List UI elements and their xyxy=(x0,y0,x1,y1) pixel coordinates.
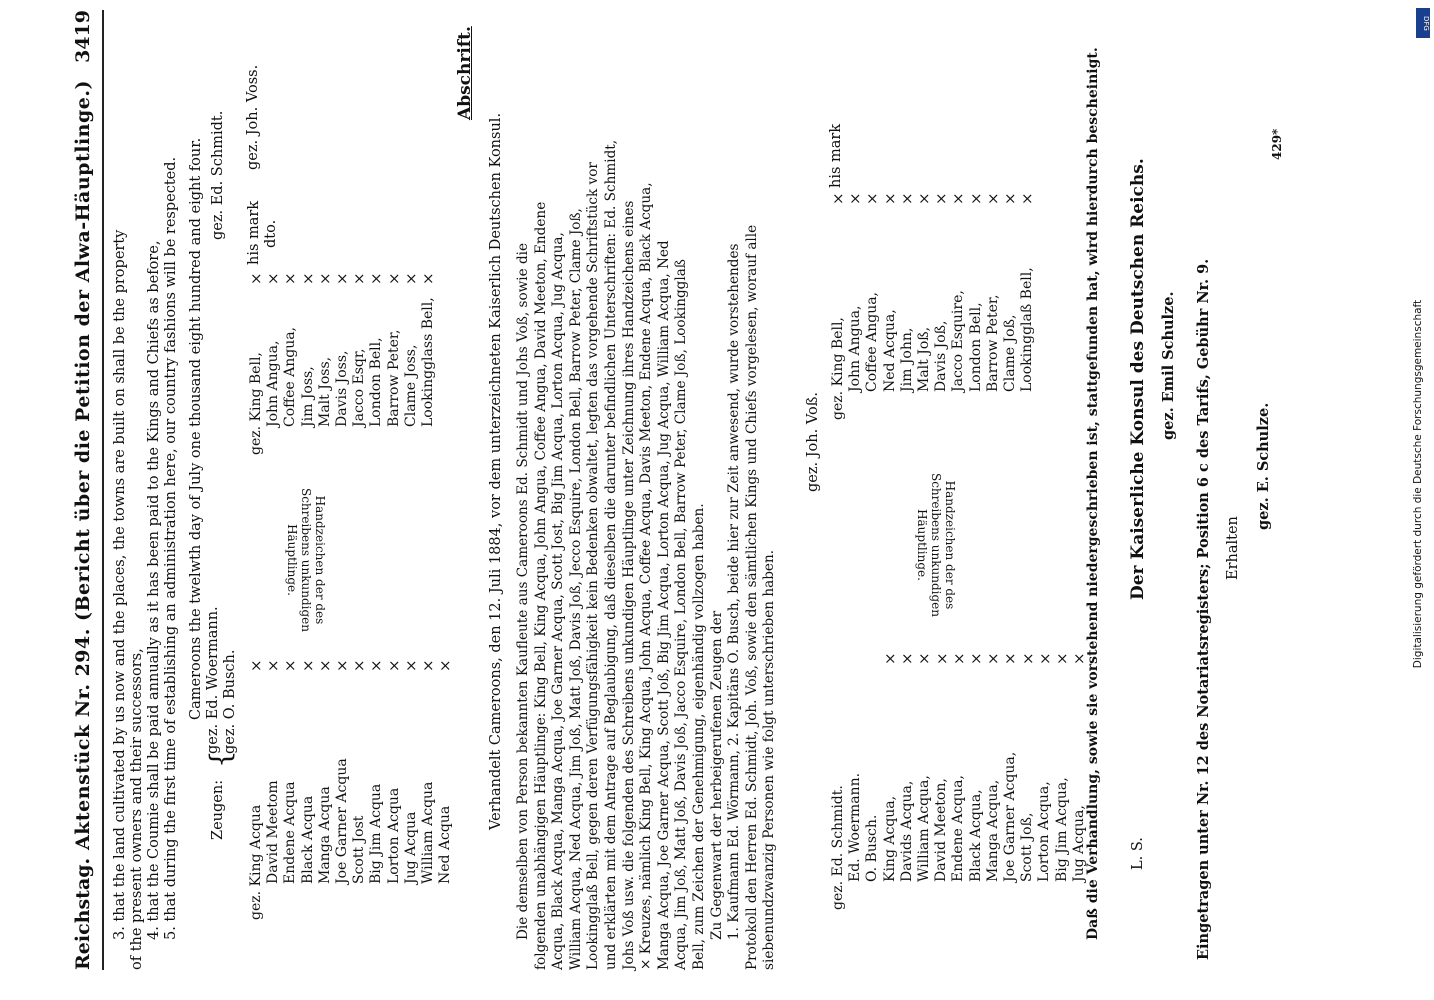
para-line: Bell, zum Zeichen der Genehmigung, eigenhändig vollzogen haben. xyxy=(690,503,707,970)
verhandelt-line: Verhandelt Cameroons, den 12. Juli 1884, vor dem unterzeichneten Kaiserlich Deutschen Konsul. xyxy=(488,112,504,830)
para-line: Lookingglaß Bell, gegen deren Verfügungsfähigkeit kein Bedenken obwaltet, legten das vorgehende Schriftstück vor xyxy=(585,162,602,970)
para-line: William Acqua, Ned Acqua, Jim Joß, Matt Joß, Davis Joß, Jecco Esquire, London Bell, Barrow Peter, Clame Joß, xyxy=(567,208,584,970)
list-item: Black Acqua, xyxy=(967,789,984,882)
dfg-logo-icon: DFG xyxy=(1416,8,1430,38)
list-item: Endene Acqua xyxy=(282,781,299,884)
list-item: John Angua, xyxy=(265,340,282,427)
chiefs-right-list xyxy=(248,297,437,455)
para-line: folgenden unabhängigen Häuptlinge: King Bell, King Acqua, John Angua, Coffee Angua, David Meeton, Endene xyxy=(532,201,549,970)
cross-marks-lower-right: × × × × × × × × × × × × xyxy=(829,192,1037,205)
witnesses-label: Zeugen: xyxy=(210,779,226,840)
page-header xyxy=(68,10,104,970)
cross-marks-left: × × × × × × × × × × × × xyxy=(247,659,455,672)
list-item: Lookingglaß Bell, xyxy=(1019,267,1036,392)
his-mark-label: his mark xyxy=(246,200,262,265)
list-item: Jim John, xyxy=(898,327,915,392)
abschrift-heading: Abschrift. xyxy=(455,26,475,120)
clause-3: 3. that the land cultivated by us now and the places, the towns are built on shall be the property xyxy=(112,229,128,940)
list-item: O. Busch. xyxy=(864,814,881,882)
para-line: Acqua, Black Acqua, Manga Acqua, Joe Garner Acqua, Scott Jost, Big Jim Acqua, Lorton Acqua, Jug Acqua, xyxy=(550,232,567,970)
list-item: Ed. Woermann. xyxy=(847,772,864,882)
para-line: Acqua, Jim Joß, Matt Joß, Davis Joß, Jacco Esquire, London Bell, Barrow Peter, Clame Joß, Lookingglaß xyxy=(673,259,690,970)
para-line: Die demselben von Person bekannten Kaufleute aus Cameroons Ed. Schmidt und Johs Voß, sowie die xyxy=(515,242,531,940)
list-item: Davis Joß, xyxy=(933,320,950,392)
clause-3-cont: of the present owners and their successors, xyxy=(129,648,145,970)
header-left: Reichstag. xyxy=(72,857,94,970)
list-item: Big Jim Acqua, xyxy=(1053,777,1070,882)
erhalten: Erhalten xyxy=(1225,516,1241,580)
cross-marks-lower-left: × × × × × × × × × × × × xyxy=(881,652,1089,665)
list-item: John Angua, xyxy=(847,305,864,392)
list-item: Lookingglass Bell, xyxy=(420,297,437,427)
list-item: Davids Acqua, xyxy=(898,780,915,882)
list-item: gez. King Bell, xyxy=(248,352,264,455)
para-line: Zu Gegenwart der herbeigerufenen Zeugen der xyxy=(708,610,725,940)
signers-right xyxy=(830,267,1036,420)
para-line: × Kreuzes, nämlich King Bell, King Acqua, John Acqua, Coffee Acqua, Davis Meeton, Endene Acqua, Black Acqua, xyxy=(638,182,655,970)
para-line: Manga Acqua, Joe Garner Acqua, Scott Joß, Big Jim Acqua, Lorton Acqua, Jug Acqua, William Acqua, Ned xyxy=(655,240,672,970)
list-item: Barrow Peter, xyxy=(385,329,402,427)
sig-schmidt: gez. Ed. Schmidt. xyxy=(210,110,226,240)
schulze-signature: gez. E. Schulze. xyxy=(1255,402,1272,530)
hand-marks-label: Handzeichen der des Schreibens unkundigen Häuptlinge. xyxy=(285,487,327,633)
para-line: Johs Voß usw. die folgenden des Schreibens unkundigen Häuptlinge unter Zeichnung ihres Handzeichens eines xyxy=(620,200,637,970)
list-item: Jacco Esqr, xyxy=(351,348,368,427)
list-item: Malt Joß, xyxy=(916,326,933,392)
closing-statement: Daß die Verhandlung, sowie sie vorstehend niedergeschrieben ist, stattgefunden hat, wird hierdurch bescheinigt. xyxy=(1085,47,1101,940)
witness-woermann: gez. Ed. Woermann. xyxy=(205,606,221,754)
para-line: 1. Kaufmann Ed. Wörmann, 2. Kapitäns O. Busch, beide hier zur Zeit anwesend, wurde vorstehendes xyxy=(726,243,743,940)
list-item: Jim Joss, xyxy=(299,366,316,427)
clause-5: 5. that during the first time of establishing an administration here, our country fashions will be respected. xyxy=(163,156,179,940)
gez-voss: gez. Joh. Voß. xyxy=(805,392,821,492)
list-item: Lorton Acqua xyxy=(385,787,402,884)
signers-left xyxy=(830,752,1088,910)
list-item: Malt Joss, xyxy=(316,356,333,427)
list-item: Jacco Esquire, xyxy=(950,290,967,392)
list-item: Big Jim Acqua xyxy=(368,783,385,884)
list-item: Scott Jost xyxy=(351,815,368,884)
list-item: Coffee Angua, xyxy=(864,291,881,392)
list-item: Clame Joß, xyxy=(1002,314,1019,392)
header-title: Aktenstück Nr. 294. (Bericht über die Petition der Alwa-Häuptlinge.) xyxy=(72,80,94,850)
list-item: London Bell, xyxy=(368,337,385,427)
list-item: Davis Joss, xyxy=(334,350,351,427)
list-item: Manga Acqua xyxy=(316,786,333,884)
list-item: William Acqua xyxy=(420,781,437,884)
list-item: Manga Acqua, xyxy=(984,779,1001,882)
list-item: David Meetom xyxy=(265,780,282,884)
dto-label: dto. xyxy=(263,219,279,248)
chiefs-left-list xyxy=(248,758,454,920)
list-item: Joe Garner Acqua, xyxy=(1002,751,1019,882)
list-item: gez. Ed. Schmidt. xyxy=(830,785,846,910)
list-item: David Meeton, xyxy=(933,778,950,882)
his-mark-lower: his mark xyxy=(828,123,844,188)
date-line: Cameroons the twelwth day of July one thousand eight hundred and eight four. xyxy=(188,137,204,720)
list-item: Lorton Acqua, xyxy=(1036,781,1053,882)
dfg-credit xyxy=(1408,8,1428,988)
ls-seal: L. S. xyxy=(1130,837,1146,870)
konsul-signature: gez. Emil Schulze. xyxy=(1160,291,1177,440)
list-item: Black Acqua xyxy=(299,795,316,884)
konsul-title: Der Kaiserliche Konsul des Deutschen Reichs. xyxy=(1128,158,1148,600)
list-item: gez. King Acqua xyxy=(248,804,264,920)
list-item: Barrow Peter, xyxy=(984,294,1001,392)
brace: { xyxy=(204,750,237,768)
witness-busch: gez. O. Busch. xyxy=(222,649,238,754)
list-item: Clame Joss, xyxy=(402,344,419,427)
list-item: Ned Acqua xyxy=(437,805,454,884)
list-item: London Bell, xyxy=(967,302,984,392)
cross-marks-right: × × × × × × × × × × × xyxy=(247,272,438,285)
list-item: Coffee Angua, xyxy=(282,326,299,427)
list-item: Jug Acqua xyxy=(402,811,419,884)
list-item: King Acqua, xyxy=(881,795,898,882)
para-line: Protokoll den Herren Ed. Schmidt, Joh. Voß, sowie den sämtlichen Kings und Chiefs vorgelesen, worauf alle xyxy=(743,224,760,970)
main-paragraph xyxy=(515,140,779,970)
credit-text: Digitalisierung gefördert durch die Deutsche Forschungsgemeinschaft xyxy=(1412,299,1424,669)
footer-page-number: 429* xyxy=(1270,128,1284,160)
list-item: Endene Acqua, xyxy=(950,775,967,882)
hand-marks-label-lower: Handzeichen der des Schreibens unkundigen Häuptlinge. xyxy=(915,472,957,618)
list-item: Joe Garner Acqua xyxy=(334,758,351,884)
page-number: 3419 xyxy=(72,10,94,63)
rotated-document-page xyxy=(60,0,1434,1000)
list-item: Jug Acqua, xyxy=(1070,805,1087,882)
para-line: siebenundzwanzig Personen wie folgt unterschrieben haben. xyxy=(761,549,778,970)
list-item: William Acqua, xyxy=(916,775,933,882)
register-line: Eingetragen unter Nr. 12 des Notariatsregisters; Position 6 c des Tarifs, Gebühr Nr. 9. xyxy=(1195,258,1212,960)
list-item: Ned Acqua, xyxy=(881,309,898,392)
sig-voss: gez. Joh. Voss. xyxy=(245,64,261,170)
list-item: Scott Joß, xyxy=(1019,812,1036,882)
para-line: und erklärten mit dem Antrage auf Beglaubigung, daß dieselben die darunter befindlichen Unterschriften: Ed. Schmidt, xyxy=(602,139,619,970)
list-item: gez. King Bell, xyxy=(830,317,846,420)
clause-4: 4. that the Coumie shall be paid annually as it has been paid to the Kings and Chiefs as before, xyxy=(146,240,162,940)
